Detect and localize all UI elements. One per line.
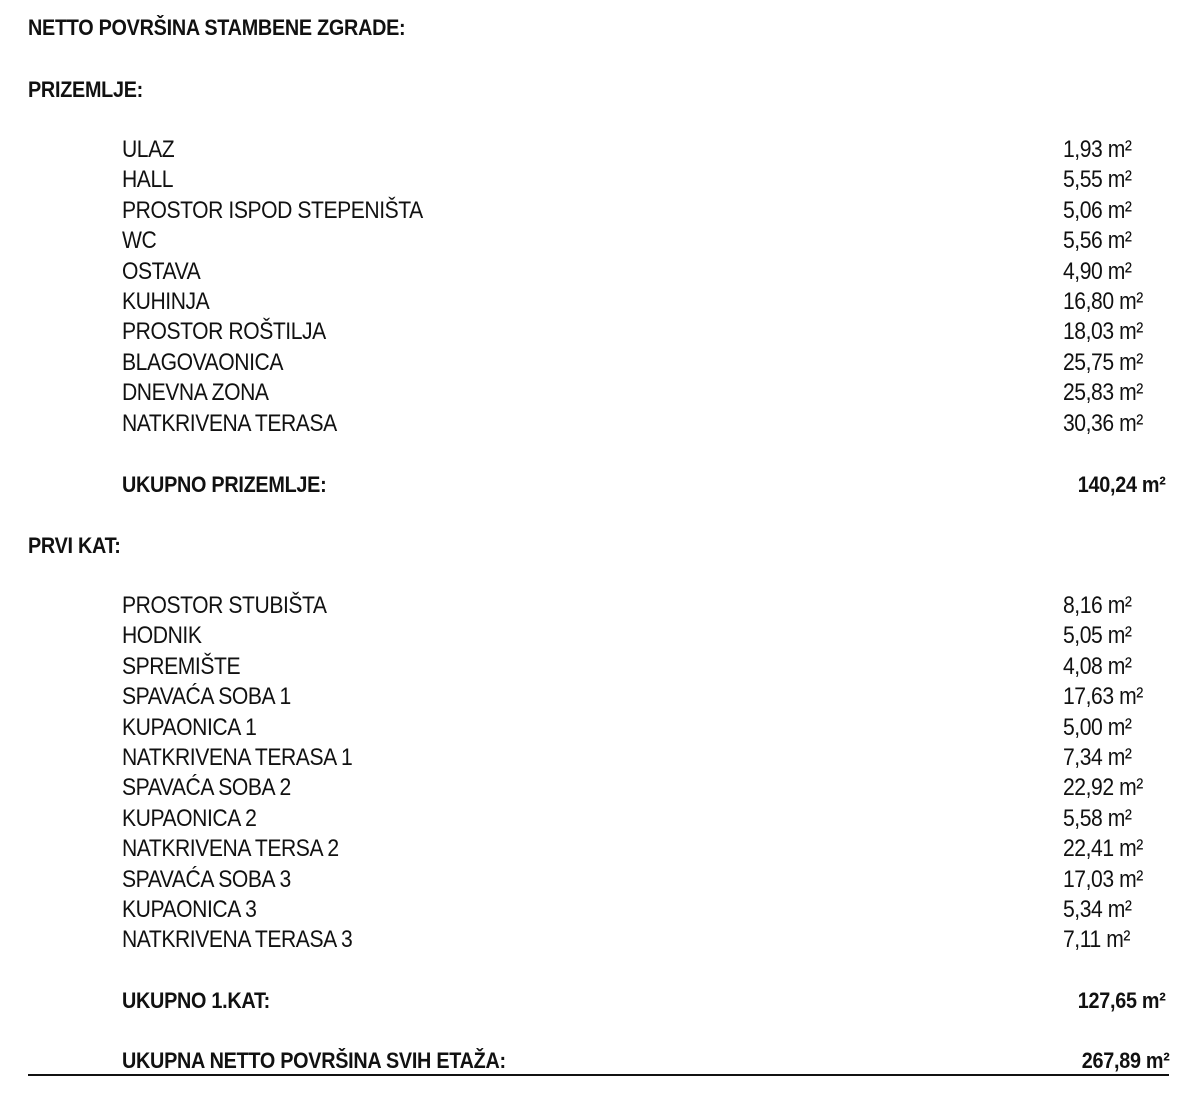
room-area: 5,34 m²: [1063, 895, 1132, 923]
room-area: 1,93 m²: [1063, 136, 1132, 163]
room-area: 16,80 m²: [1063, 287, 1143, 315]
room-name: KUPAONICA 3: [122, 895, 257, 923]
subtotal-row-prvi-kat: [0, 986, 1200, 1018]
table-row: [0, 804, 1200, 834]
grand-total-label: UKUPNA NETTO POVRŠINA SVIH ETAŽA:: [122, 1048, 506, 1073]
table-row: [0, 409, 1200, 439]
table-row: [0, 834, 1200, 864]
table-row: [0, 895, 1200, 925]
room-list-prizemlje: [0, 135, 1200, 439]
table-row: [0, 135, 1200, 165]
table-row: [0, 713, 1200, 743]
room-list-prvi-kat: [0, 591, 1200, 956]
grand-total-value: 267,89 m²: [1082, 1048, 1170, 1073]
table-row: [0, 682, 1200, 712]
room-area: 30,36 m²: [1063, 409, 1143, 437]
room-area: 5,56 m²: [1063, 227, 1132, 255]
room-area: 5,05 m²: [1063, 622, 1132, 650]
room-name: PROSTOR STUBIŠTA: [122, 592, 327, 619]
table-row: [0, 317, 1200, 347]
document-title: NETTO POVRŠINA STAMBENE ZGRADE:: [28, 15, 406, 40]
subtotal-value: 127,65 m²: [1078, 988, 1166, 1013]
room-name: SPAVAĆA SOBA 3: [122, 865, 291, 893]
section-heading-prvi-kat: PRVI KAT:: [28, 533, 121, 558]
room-area: 17,03 m²: [1063, 865, 1143, 893]
subtotal-row-prizemlje: [0, 470, 1200, 502]
room-area: 5,58 m²: [1063, 804, 1132, 832]
table-row: [0, 196, 1200, 226]
room-name: SPAVAĆA SOBA 2: [122, 774, 291, 802]
room-area: 7,11 m²: [1063, 926, 1130, 954]
room-area: 5,55 m²: [1063, 166, 1132, 194]
table-row: [0, 925, 1200, 955]
table-row: [0, 773, 1200, 803]
room-area: 17,63 m²: [1063, 683, 1143, 711]
room-name: NATKRIVENA TERASA 3: [122, 926, 353, 954]
table-row: [0, 378, 1200, 408]
table-row: [0, 165, 1200, 195]
room-name: ULAZ: [122, 136, 175, 163]
table-row: [0, 348, 1200, 378]
table-row: [0, 743, 1200, 773]
section-heading-prizemlje: PRIZEMLJE:: [28, 77, 144, 102]
room-area: 5,00 m²: [1063, 713, 1132, 741]
room-area: 25,83 m²: [1063, 379, 1143, 407]
table-row: [0, 865, 1200, 895]
table-row: [0, 621, 1200, 651]
room-name: DNEVNA ZONA: [122, 379, 269, 407]
room-name: NATKRIVENA TERSA 2: [122, 835, 339, 863]
room-name: HODNIK: [122, 622, 202, 650]
subtotal-label: UKUPNO 1.KAT:: [122, 988, 270, 1013]
room-name: KUPAONICA 1: [122, 713, 257, 741]
room-area: 25,75 m²: [1063, 348, 1143, 376]
table-row: [0, 287, 1200, 317]
room-name: SPREMIŠTE: [122, 652, 241, 680]
subtotal-label: UKUPNO PRIZEMLJE:: [122, 472, 327, 497]
room-name: PROSTOR ROŠTILJA: [122, 318, 326, 346]
room-area: 8,16 m²: [1063, 592, 1132, 619]
room-name: PROSTOR ISPOD STEPENIŠTA: [122, 196, 423, 224]
room-name: KUHINJA: [122, 287, 210, 315]
room-area: 22,92 m²: [1063, 774, 1143, 802]
subtotal-value: 140,24 m²: [1078, 472, 1166, 497]
room-area: 4,08 m²: [1063, 652, 1132, 680]
table-row: [0, 226, 1200, 256]
room-name: NATKRIVENA TERASA: [122, 409, 337, 437]
room-area: 22,41 m²: [1063, 835, 1143, 863]
room-area: 5,06 m²: [1063, 196, 1132, 224]
grand-total-underline: [28, 1074, 1169, 1076]
room-name: SPAVAĆA SOBA 1: [122, 683, 291, 711]
table-row: [0, 257, 1200, 287]
room-name: BLAGOVAONICA: [122, 348, 283, 376]
table-row: [0, 652, 1200, 682]
room-area: 4,90 m²: [1063, 257, 1132, 285]
room-name: HALL: [122, 166, 174, 194]
table-row: [0, 591, 1200, 621]
room-area: 18,03 m²: [1063, 318, 1143, 346]
room-name: OSTAVA: [122, 257, 201, 285]
room-name: KUPAONICA 2: [122, 804, 257, 832]
room-area: 7,34 m²: [1063, 743, 1132, 771]
room-name: WC: [122, 227, 157, 255]
room-name: NATKRIVENA TERASA 1: [122, 743, 353, 771]
